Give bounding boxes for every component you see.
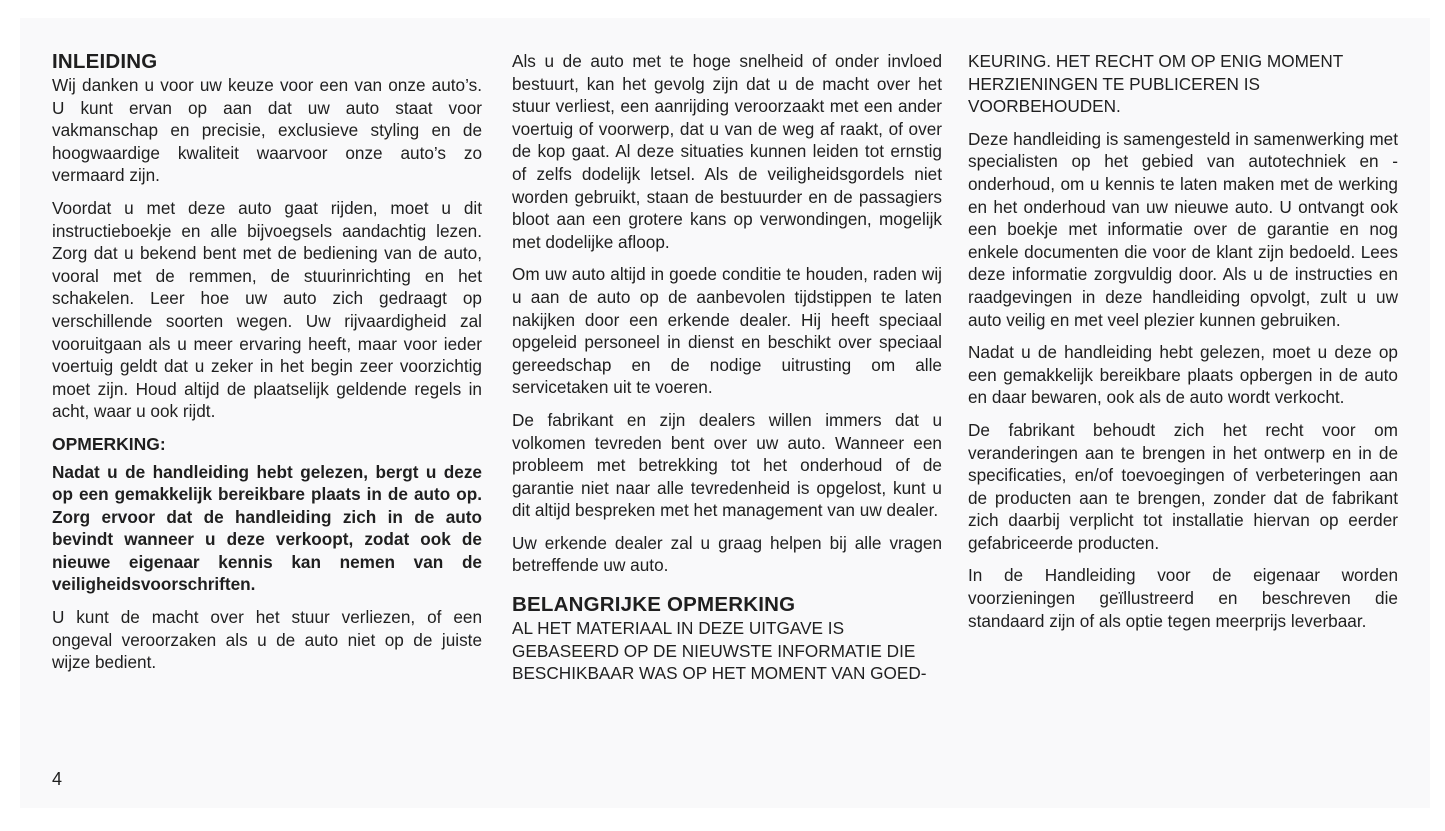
page-number: 4 bbox=[52, 769, 63, 789]
paragraph: Deze handleiding is samengesteld in samenwerking met specialisten op het gebied van autotechniek en -onderhoud, om u kennis te laten maken met de werking en het onderhoud van uw nieuwe auto. U ontvangt ook een boekje met informatie over de garantie en nog enkele documenten die voor de klant zijn bedoeld. Lees deze informatie zorgvuldig door. Als u de instructies en raadgevingen in deze handleiding opvolgt, zult u uw auto veilig en met veel plezier kunnen gebruiken. bbox=[968, 128, 1398, 330]
column-left bbox=[52, 50, 482, 684]
paragraph: Nadat u de handleiding hebt gelezen, moet u deze op een gemakkelijk bereikbare plaats opbergen in de auto en daar bewaren, ook als de auto wordt verkocht. bbox=[968, 342, 1398, 408]
paragraph: Om uw auto altijd in goede conditie te houden, raden wij u aan de auto op de aanbevolen tijdstippen te laten nakijken door een erkende dealer. Hij heeft speciaal opgeleid personeel in dienst en beschikt over speciaal gereedschap en de nodige uitrusting om alle servicetaken uit te voeren. bbox=[512, 264, 942, 398]
important-note-text: AL HET MATERIAAL IN DEZE UITGAVE IS GEBASEERD OP DE NIEUWSTE INFORMATIE DIE BESCHIKBAAR WAS OP HET MOMENT VAN GOED- bbox=[512, 618, 927, 684]
paragraph: Wij danken u voor uw keuze voor een van onze auto’s. U kunt ervan op aan dat uw auto staat voor vakmanschap en precisie, exclusieve styling en de hoogwaardige kwaliteit waarvoor onze auto’s zo vermaard zijn. bbox=[52, 75, 482, 186]
important-note-continued: KEURING. HET RECHT OM OP ENIG MOMENT HERZIENINGEN TE PUBLICEREN IS VOORBEHOUDEN. bbox=[968, 51, 1343, 117]
section-heading-important-note: BELANGRIJKE OPMERKING bbox=[512, 593, 796, 617]
paragraph: Voordat u met deze auto gaat rijden, moet u dit instructieboekje en alle bijvoegsels aandachtig lezen. Zorg dat u bekend bent met de bediening van de auto, vooral met de remmen, de stuurinrichting en het schakelen. Leer hoe uw auto zich gedraagt op verschillende soorten wegen. Uw rijvaardigheid zal vooruitgaan als u meer ervaring heeft, maar voor ieder voertuig geldt dat u zeker in het begin zeer voorzichtig moet zijn. Houd altijd de plaatselijk geldende regels in acht, waar u ook rijdt. bbox=[52, 197, 482, 422]
paragraph: U kunt de macht over het stuur verliezen, of een ongeval veroorzaken als u de auto niet op de juiste wijze bedient. bbox=[52, 607, 482, 673]
section-heading-inleiding: INLEIDING bbox=[52, 50, 158, 73]
paragraph: In de Handleiding voor de eigenaar worden voorzieningen geïllustreerd en beschreven die standaard zijn of als optie tegen meerprijs leverbaar. bbox=[968, 565, 1398, 631]
paragraph: Uw erkende dealer zal u graag helpen bij alle vragen betreffende uw auto. bbox=[512, 532, 942, 576]
column-right bbox=[968, 50, 1398, 642]
paragraph: Als u de auto met te hoge snelheid of onder invloed bestuurt, kan het gevolg zijn dat u de macht over het stuur verliest, een aanrijding veroorzaakt met een ander voertuig of voorwerp, dat u van de weg af raakt, of over de kop gaat. Al deze situaties kunnen leiden tot ernstig of zelfs dodelijk letsel. Als de veiligheidsgordels niet worden gebruikt, staan de bestuurder en de passagiers bloot aan een grotere kans op verwondingen, mogelijk met dodelijke afloop. bbox=[512, 51, 942, 252]
paragraph: De fabrikant en zijn dealers willen immers dat u volkomen tevreden bent over uw auto. Wanneer een probleem met betrekking tot het onderhoud of de garantie niet naar alle tevredenheid is opgelost, kunt u dit altijd bespreken met het management van uw dealer. bbox=[512, 409, 942, 521]
column-middle bbox=[512, 50, 942, 695]
paragraph: De fabrikant behoudt zich het recht voor om veranderingen aan te brengen in het ontwerp en in de specificaties, en/of toevoegingen of verbeteringen aan de producten aan te brengen, zonder dat de fabrikant zich daarbij verplicht tot installatie hiervan op eerder gefabriceerde producten. bbox=[968, 419, 1398, 553]
note-text: Nadat u de handleiding hebt gelezen, bergt u deze op een gemakkelijk bereikbare plaats in de auto op. Zorg ervoor dat de handleiding zich in de auto bevindt wanneer u deze verkoopt, zodat ook de nieuwe eigenaar kennis kan nemen van de veiligheidsvoorschriften. bbox=[52, 461, 482, 595]
note-heading: OPMERKING: bbox=[52, 433, 166, 454]
